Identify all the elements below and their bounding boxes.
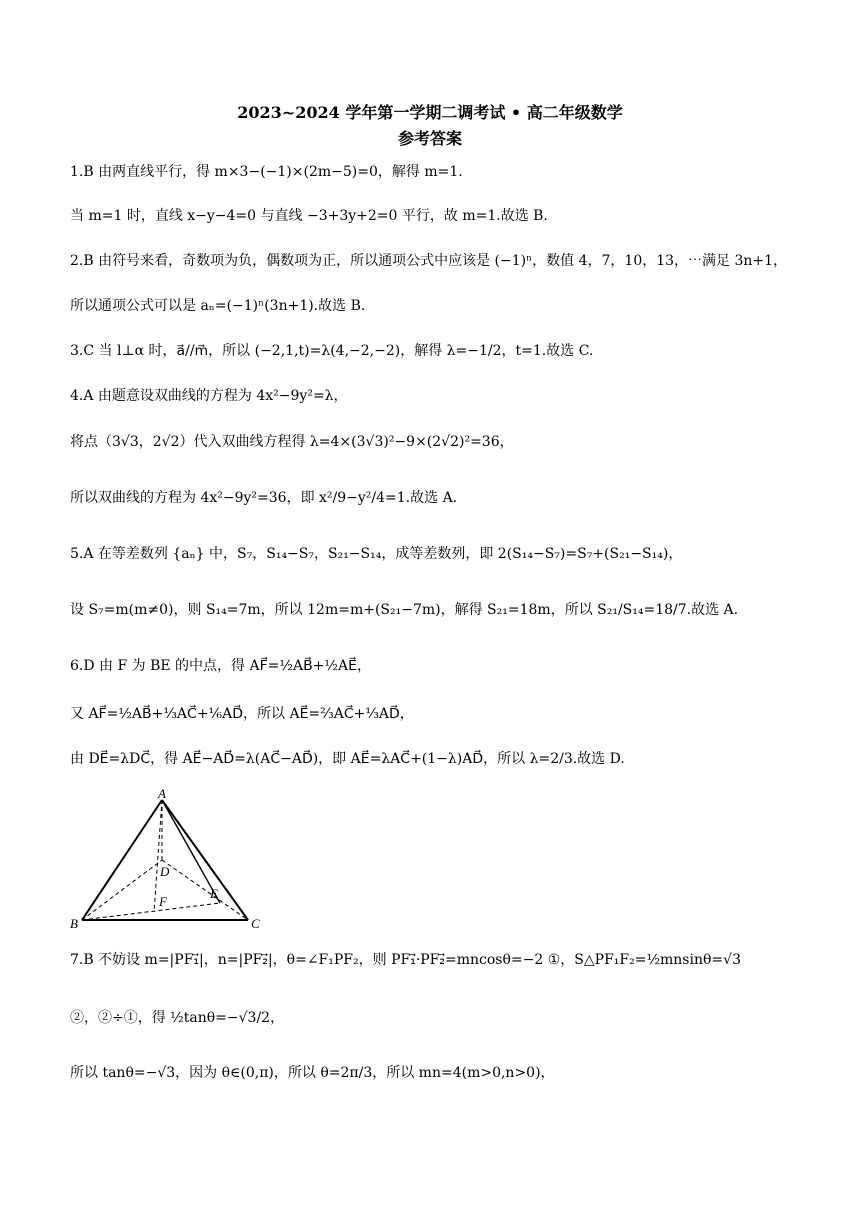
answer-5-line-1: 5.A 在等差数列 {aₙ} 中，S₇，S₁₄−S₇，S₂₁−S₁₄，成等差数列，即 2(S₁₄−S₇)=S₇+(S₂₁−S₁₄)， (70, 546, 683, 562)
answer-4-line-1: 4.A 由题意设双曲线的方程为 4x²−9y²=λ， (70, 388, 348, 404)
answer-1-line-1: 1.B 由两直线平行，得 m×3−(−1)×(2m−5)=0，解得 m=1. (70, 164, 463, 180)
answer-2-line-2: 所以通项公式可以是 aₙ=(−1)ⁿ(3n+1).故选 B. (70, 298, 366, 314)
edge-DC (162, 860, 248, 920)
answer-1-line-2: 当 m=1 时，直线 x−y−4=0 与直线 −3+3y+2=0 平行，故 m=1.故选 B. (70, 208, 548, 224)
edge-BE (82, 903, 220, 920)
label-A: A (158, 786, 166, 801)
answer-7-line-1: 7.B 不妨设 m=|PF₁⃗|，n=|PF₂⃗|，θ=∠F₁PF₂，则 PF₁⃗·PF₂⃗=mncosθ=−2 ①，S△PF₁F₂=½mnsinθ=√3 (70, 952, 741, 968)
label-B: B (70, 916, 78, 931)
page-title: 2023~2024 学年第一学期二调考试 • 高二年级数学 (237, 103, 623, 122)
answer-5-line-2: 设 S₇=m(m≠0)，则 S₁₄=7m，所以 12m=m+(S₂₁−7m)，解得 S₂₁=18m，所以 S₂₁/S₁₄=18/7.故选 A. (70, 602, 739, 618)
label-D: D (160, 864, 170, 879)
edge-AC (162, 800, 248, 920)
edge-AB (82, 800, 162, 920)
label-E: E (210, 886, 218, 901)
answer-4-line-2: 将点（3√3，2√2）代入双曲线方程得 λ=4×(3√3)²−9×(2√2)²=36， (70, 434, 514, 450)
answer-6-line-1: 6.D 由 F 为 BE 的中点，得 AF⃗=½AB⃗+½AE⃗， (70, 658, 371, 674)
answer-4-line-3: 所以双曲线的方程为 4x²−9y²=36，即 x²/9−y²/4=1.故选 A. (70, 490, 458, 506)
answer-7-line-2: ②，②÷①，得 ½tanθ=−√3/2， (70, 1010, 285, 1026)
label-C: C (251, 916, 260, 931)
edge-BD (82, 860, 162, 920)
label-F: F (159, 894, 167, 909)
answer-6-line-3: 由 DE⃗=λDC⃗，得 AE⃗−AD⃗=λ(AC⃗−AD⃗)，即 AE⃗=λAC⃗+(1−λ)AD⃗，所以 λ=2/3.故选 D. (70, 751, 625, 767)
answer-7-line-3: 所以 tanθ=−√3，因为 θ∈(0,π)，所以 θ=2π/3，所以 mn=4(m>0,n>0)， (70, 1065, 555, 1081)
page-subtitle: 参考答案 (397, 129, 462, 148)
answer-3-line-1: 3.C 当 l⊥α 时，a⃗//m⃗，所以 (−2,1,t)=λ(4,−2,−2)，解得 λ=−1/2，t=1.故选 C. (70, 343, 594, 359)
answer-6-line-2: 又 AF⃗=½AB⃗+⅓AC⃗+⅙AD⃗，所以 AE⃗=⅔AC⃗+⅓AD⃗， (70, 706, 414, 722)
answer-2-line-1: 2.B 由符号来看，奇数项为负，偶数项为正，所以通项公式中应该是 (−1)ⁿ，数值 4，7，10，13，⋯满足 3n+1， (70, 253, 788, 269)
tetrahedron-figure (70, 786, 265, 931)
